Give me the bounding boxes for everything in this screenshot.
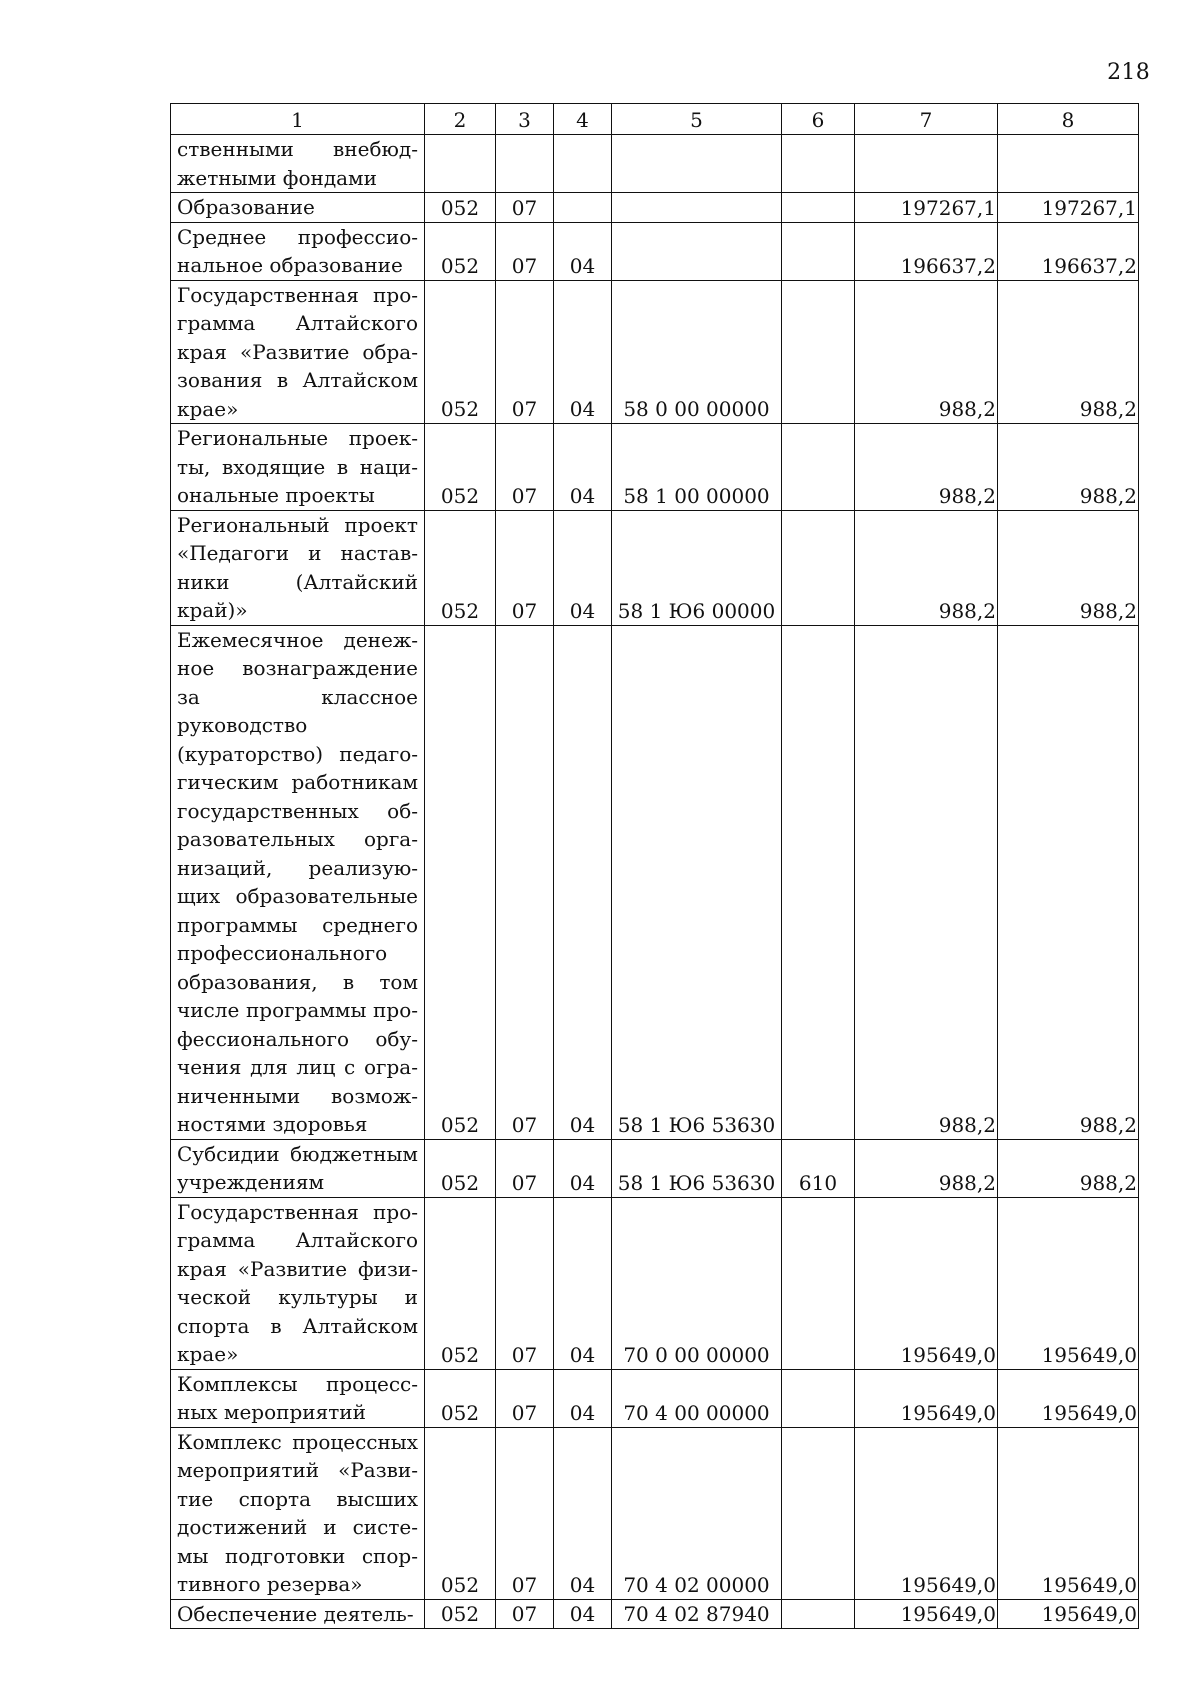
target-article-cell: 58 0 00 00000 xyxy=(612,280,782,424)
amount-column-8-cell: 988,2 xyxy=(998,280,1139,424)
chapter-code-cell: 07 xyxy=(496,222,554,280)
amount-column-8-cell: 195649,0 xyxy=(998,1427,1139,1599)
amount-column-7-cell xyxy=(855,135,998,193)
column-header: 3 xyxy=(496,104,554,135)
expense-type-cell xyxy=(782,1197,855,1369)
expense-type-cell: 610 xyxy=(782,1139,855,1197)
expense-type-cell xyxy=(782,1369,855,1427)
column-header: 8 xyxy=(998,104,1139,135)
subsection-code-cell: 04 xyxy=(554,625,612,1139)
table-row xyxy=(171,1139,1139,1197)
column-header: 7 xyxy=(855,104,998,135)
subsection-code-cell: 04 xyxy=(554,280,612,424)
amount-column-7-cell: 988,2 xyxy=(855,280,998,424)
row-name-cell: Обеспечение деятель- xyxy=(171,1599,425,1629)
target-article-cell: 70 4 02 87940 xyxy=(612,1599,782,1629)
amount-column-7-cell: 988,2 xyxy=(855,510,998,625)
row-name-cell: Комплексы процесс-ных мероприятий xyxy=(171,1369,425,1427)
chapter-code-cell: 07 xyxy=(496,625,554,1139)
column-header: 5 xyxy=(612,104,782,135)
expense-type-cell xyxy=(782,280,855,424)
section-code-cell: 052 xyxy=(425,1427,496,1599)
subsection-code-cell: 04 xyxy=(554,1599,612,1629)
amount-column-8-cell: 988,2 xyxy=(998,625,1139,1139)
expense-type-cell xyxy=(782,1427,855,1599)
section-code-cell: 052 xyxy=(425,1599,496,1629)
page-number: 218 xyxy=(1107,60,1150,85)
table-row xyxy=(171,280,1139,424)
chapter-code-cell: 07 xyxy=(496,424,554,511)
table-row xyxy=(171,625,1139,1139)
amount-column-8-cell: 195649,0 xyxy=(998,1599,1139,1629)
section-code-cell: 052 xyxy=(425,510,496,625)
section-code-cell: 052 xyxy=(425,193,496,223)
section-code-cell xyxy=(425,135,496,193)
subsection-code-cell xyxy=(554,135,612,193)
table-body xyxy=(171,135,1139,1629)
target-article-cell: 70 4 02 00000 xyxy=(612,1427,782,1599)
subsection-code-cell: 04 xyxy=(554,1139,612,1197)
row-name-cell: Среднее профессио-нальное образование xyxy=(171,222,425,280)
chapter-code-cell: 07 xyxy=(496,1197,554,1369)
chapter-code-cell: 07 xyxy=(496,1139,554,1197)
section-code-cell: 052 xyxy=(425,1197,496,1369)
target-article-cell: 58 1 Ю6 53630 xyxy=(612,1139,782,1197)
chapter-code-cell: 07 xyxy=(496,280,554,424)
column-header: 1 xyxy=(171,104,425,135)
row-name-cell: ственными внебюд-жетными фондами xyxy=(171,135,425,193)
column-header: 2 xyxy=(425,104,496,135)
amount-column-8-cell xyxy=(998,135,1139,193)
budget-table xyxy=(170,103,1139,1629)
table-row xyxy=(171,193,1139,223)
subsection-code-cell: 04 xyxy=(554,1427,612,1599)
amount-column-8-cell: 988,2 xyxy=(998,1139,1139,1197)
subsection-code-cell: 04 xyxy=(554,510,612,625)
column-header: 6 xyxy=(782,104,855,135)
target-article-cell xyxy=(612,222,782,280)
section-code-cell: 052 xyxy=(425,1369,496,1427)
amount-column-8-cell: 988,2 xyxy=(998,424,1139,511)
row-name-cell: Государственная про-грамма Алтайского края «Развитие физи-ческой культуры и спорта в Алтайском крае» xyxy=(171,1197,425,1369)
subsection-code-cell: 04 xyxy=(554,222,612,280)
expense-type-cell xyxy=(782,222,855,280)
expense-type-cell xyxy=(782,193,855,223)
section-code-cell: 052 xyxy=(425,625,496,1139)
row-name-cell: Региональные проек-ты, входящие в наци-ональные проекты xyxy=(171,424,425,511)
table-row xyxy=(171,222,1139,280)
table-row xyxy=(171,1197,1139,1369)
section-code-cell: 052 xyxy=(425,280,496,424)
expense-type-cell xyxy=(782,1599,855,1629)
row-name-cell: Субсидии бюджетным учреждениям xyxy=(171,1139,425,1197)
subsection-code-cell: 04 xyxy=(554,1197,612,1369)
target-article-cell: 58 1 Ю6 53630 xyxy=(612,625,782,1139)
amount-column-7-cell: 988,2 xyxy=(855,625,998,1139)
amount-column-7-cell: 988,2 xyxy=(855,424,998,511)
target-article-cell xyxy=(612,135,782,193)
section-code-cell: 052 xyxy=(425,1139,496,1197)
subsection-code-cell: 04 xyxy=(554,424,612,511)
row-name-cell: Государственная про-грамма Алтайского края «Развитие обра-зования в Алтайском крае» xyxy=(171,280,425,424)
subsection-code-cell: 04 xyxy=(554,1369,612,1427)
table-row xyxy=(171,1427,1139,1599)
amount-column-8-cell: 195649,0 xyxy=(998,1369,1139,1427)
amount-column-8-cell: 196637,2 xyxy=(998,222,1139,280)
chapter-code-cell: 07 xyxy=(496,1427,554,1599)
expense-type-cell xyxy=(782,424,855,511)
chapter-code-cell: 07 xyxy=(496,1599,554,1629)
chapter-code-cell xyxy=(496,135,554,193)
amount-column-7-cell: 195649,0 xyxy=(855,1427,998,1599)
row-name-cell: Ежемесячное денеж-ное вознаграждение за классное руководство (кураторство) педаго-гическим работникам государственных об-разовательных орга-низаций, реализую-щих образовательные программы среднего профессионального образования, в том числе программы про-фессионального обу-чения для лиц с огра-ниченными возмож-ностями здоровья xyxy=(171,625,425,1139)
chapter-code-cell: 07 xyxy=(496,193,554,223)
section-code-cell: 052 xyxy=(425,424,496,511)
table-header-row xyxy=(171,104,1139,135)
target-article-cell: 70 0 00 00000 xyxy=(612,1197,782,1369)
amount-column-7-cell: 197267,1 xyxy=(855,193,998,223)
table-row xyxy=(171,135,1139,193)
target-article-cell xyxy=(612,193,782,223)
amount-column-8-cell: 988,2 xyxy=(998,510,1139,625)
chapter-code-cell: 07 xyxy=(496,1369,554,1427)
expense-type-cell xyxy=(782,135,855,193)
target-article-cell: 58 1 00 00000 xyxy=(612,424,782,511)
expense-type-cell xyxy=(782,625,855,1139)
amount-column-8-cell: 197267,1 xyxy=(998,193,1139,223)
amount-column-7-cell: 195649,0 xyxy=(855,1197,998,1369)
table-row xyxy=(171,1369,1139,1427)
amount-column-7-cell: 196637,2 xyxy=(855,222,998,280)
subsection-code-cell xyxy=(554,193,612,223)
amount-column-8-cell: 195649,0 xyxy=(998,1197,1139,1369)
target-article-cell: 70 4 00 00000 xyxy=(612,1369,782,1427)
column-header: 4 xyxy=(554,104,612,135)
amount-column-7-cell: 988,2 xyxy=(855,1139,998,1197)
table-row xyxy=(171,424,1139,511)
amount-column-7-cell: 195649,0 xyxy=(855,1369,998,1427)
amount-column-7-cell: 195649,0 xyxy=(855,1599,998,1629)
target-article-cell: 58 1 Ю6 00000 xyxy=(612,510,782,625)
expense-type-cell xyxy=(782,510,855,625)
row-name-cell: Региональный проект «Педагоги и настав-ники (Алтайский край)» xyxy=(171,510,425,625)
row-name-cell: Образование xyxy=(171,193,425,223)
section-code-cell: 052 xyxy=(425,222,496,280)
chapter-code-cell: 07 xyxy=(496,510,554,625)
table-row xyxy=(171,1599,1139,1629)
table-row xyxy=(171,510,1139,625)
row-name-cell: Комплекс процессных мероприятий «Разви-тие спорта высших достижений и систе-мы подготовки спор-тивного резерва» xyxy=(171,1427,425,1599)
